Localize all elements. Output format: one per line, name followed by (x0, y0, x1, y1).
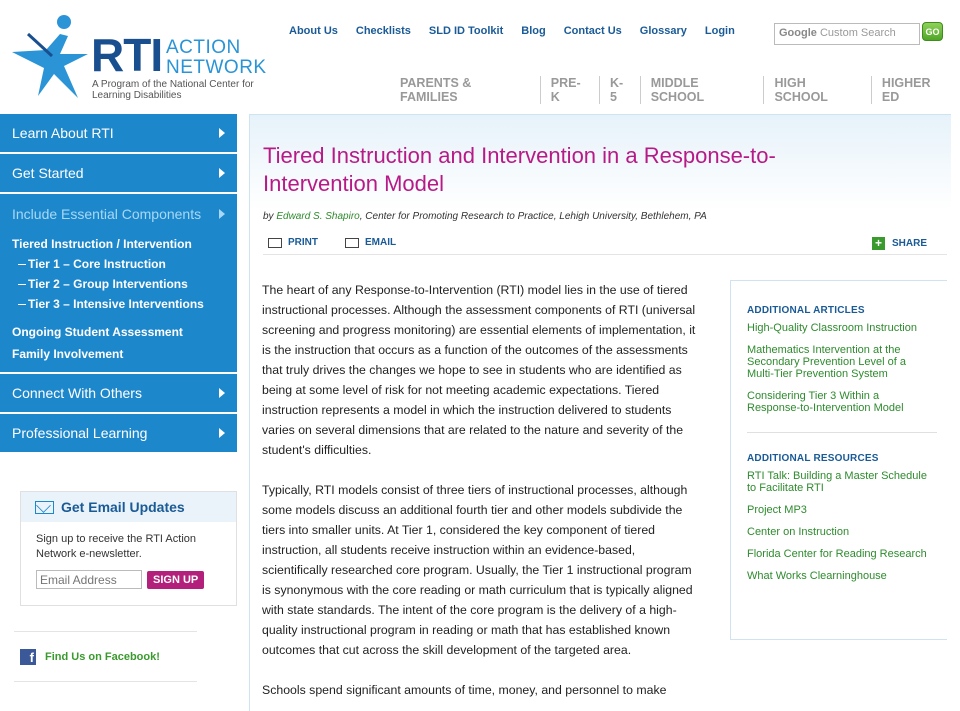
nav-higher-ed[interactable]: HIGHER ED (871, 76, 960, 104)
nav-parents-families[interactable]: PARENTS & FAMILIES (400, 76, 472, 104)
paragraph: The heart of any Response-to-Intervention (RTI) model lies in the use of tiered instructional processes. Although the assessment components of RTI (universal screening and progress monitoring) are essential elements of implementation, it is the instruction that occurs as a function of the outcomes of the assessments that truly drives the changes we hope to see in students who are identified as being at some level of risk for not meeting academic expectations. Tiered instruction represents a model in which the instruction delivered to students varies on several dimensions that are related to the nature and severity of the student's difficulties. (262, 283, 696, 457)
sidebar-item-learn-about-rti[interactable] (0, 114, 237, 154)
email-updates-title: Get Email Updates (61, 499, 185, 515)
nav-about-us[interactable]: About Us (289, 25, 338, 37)
facebook-label: Find Us on Facebook! (45, 650, 160, 663)
author-link[interactable]: Edward S. Shapiro (276, 211, 360, 222)
sidebar-item-family-involvement[interactable]: Family Involvement (12, 347, 124, 361)
sidebar-item-connect-with-others[interactable] (0, 374, 237, 414)
site-logo[interactable] (8, 12, 267, 104)
chevron-right-icon (219, 128, 225, 138)
resource-link[interactable]: What Works Clearninghouse (747, 570, 887, 582)
sidebar-item-ongoing-assessment[interactable]: Ongoing Student Assessment (12, 325, 183, 339)
nav-high-school[interactable]: HIGH SCHOOL (763, 76, 870, 104)
related-links-box (730, 280, 947, 640)
sidebar-item-label: Tier 2 – Group Interventions (28, 277, 188, 291)
sidebar-item-label: Tier 3 – Intensive Interventions (28, 297, 204, 311)
sidebar-item-tier3[interactable] (0, 294, 237, 314)
additional-articles-heading: ADDITIONAL ARTICLES (747, 305, 865, 316)
sidebar-item-tier1[interactable] (0, 254, 237, 274)
search-input[interactable] (774, 23, 920, 45)
plus-icon: + (872, 237, 885, 250)
sidebar-item-tiered-instruction[interactable]: Tiered Instruction / Intervention (12, 237, 192, 251)
sidebar-item-label: Tier 1 – Core Instruction (28, 257, 166, 271)
nav-blog[interactable]: Blog (521, 25, 546, 37)
sign-up-button[interactable]: SIGN UP (147, 571, 204, 589)
share-button[interactable] (872, 237, 927, 250)
email-updates-text: Sign up to receive the RTI Action Network e-newsletter. (36, 533, 196, 560)
nav-pre-k[interactable]: PRE-K (540, 76, 599, 104)
article-link[interactable]: Mathematics Intervention at the Secondary Prevention Level of a Multi-Tier Prevention System (747, 344, 906, 380)
page-title: Tiered Instruction and Intervention in a Response-to-Intervention Model (263, 143, 776, 196)
dash-icon (18, 284, 26, 285)
resource-link[interactable]: Florida Center for Reading Research (747, 548, 927, 560)
sidebar-item-label: Learn About RTI (12, 125, 114, 141)
chevron-right-icon (219, 168, 225, 178)
sidebar-nav (0, 114, 237, 454)
email-updates-header (21, 492, 236, 522)
nav-login[interactable]: Login (704, 25, 735, 37)
chevron-right-icon (219, 428, 225, 438)
print-button[interactable] (268, 237, 318, 248)
resource-link[interactable]: RTI Talk: Building a Master Schedule to Facilitate RTI (747, 470, 927, 494)
google-brand: Google (779, 27, 817, 39)
envelope-icon (35, 501, 54, 514)
author-affiliation: , Center for Promoting Research to Practice, Lehigh University, Bethlehem, PA (359, 211, 707, 222)
logo-tagline: ACTION NETWORK (166, 37, 267, 78)
grade-nav (390, 76, 960, 104)
top-nav (280, 25, 744, 38)
dash-icon (18, 304, 26, 305)
divider (747, 432, 937, 433)
dash-icon (18, 264, 26, 265)
article-byline (263, 211, 707, 222)
share-label: SHARE (891, 238, 927, 249)
additional-resources-heading: ADDITIONAL RESOURCES (747, 453, 879, 464)
chevron-right-icon (219, 209, 225, 219)
chevron-right-icon (219, 388, 225, 398)
email-address-input[interactable] (36, 570, 142, 589)
envelope-icon (345, 238, 359, 248)
printer-icon (268, 238, 282, 248)
resource-link[interactable]: Center on Instruction (747, 526, 850, 538)
sidebar-item-professional-learning[interactable] (0, 414, 237, 454)
sidebar-item-label: Include Essential Components (12, 206, 202, 222)
email-button[interactable] (345, 237, 396, 248)
resource-link[interactable]: Project MP3 (747, 504, 807, 516)
logo-rti-text: RTI (91, 29, 163, 81)
nav-sld-id-toolkit[interactable]: SLD ID Toolkit (428, 25, 504, 37)
nav-middle-school[interactable]: MIDDLE SCHOOL (640, 76, 764, 104)
sidebar-item-tier2[interactable] (0, 274, 237, 294)
article-link[interactable]: Considering Tier 3 Within a Response-to-Intervention Model (747, 390, 904, 414)
sidebar-item-get-started[interactable] (0, 154, 237, 194)
search-placeholder: Custom Search (819, 27, 896, 39)
search-go-button[interactable]: GO (922, 22, 943, 41)
nav-k-5[interactable]: K-5 (599, 76, 640, 104)
print-label: PRINT (288, 237, 318, 248)
facebook-link[interactable] (14, 631, 197, 682)
article-panel (249, 114, 951, 711)
email-label: EMAIL (365, 237, 397, 248)
paragraph: Schools spend significant amounts of time, money, and personnel to make (262, 683, 667, 697)
sidebar-item-essential-components[interactable] (0, 194, 237, 234)
nav-checklists[interactable]: Checklists (355, 25, 411, 37)
paragraph: Typically, RTI models consist of three tiers of instructional processes, although some models discuss an additional fourth tier and other models subdivide the tiers into smaller units. At Tier 1, considered the key component of tiered instruction, all students receive instruction within an evidence-based, scientifically researched core program. Usually, the Tier 1 instructional program is synonymous with the core reading or math curriculum that is typically aligned with state standards. The intent of the core program is the delivery of a high-quality instructional program in reading or math that has established known outcomes that cut across the skill development of the targeted area. (262, 483, 693, 657)
star-figure-icon (8, 12, 98, 104)
sidebar-item-label: Connect With Others (12, 385, 142, 401)
article-toolbar (263, 229, 947, 255)
byline-prefix: by (263, 211, 274, 222)
article-link[interactable]: High-Quality Classroom Instruction (747, 322, 917, 334)
sidebar-item-label: Professional Learning (12, 425, 148, 441)
nav-glossary[interactable]: Glossary (639, 25, 687, 37)
sidebar-section-essential-components (0, 194, 237, 374)
facebook-icon: f (20, 649, 36, 665)
article-body (262, 280, 700, 711)
logo-subtitle: A Program of the National Center for Learning Disabilities (92, 79, 254, 101)
sidebar-item-label: Get Started (12, 165, 84, 181)
email-updates-box (20, 491, 237, 606)
nav-contact-us[interactable]: Contact Us (563, 25, 622, 37)
